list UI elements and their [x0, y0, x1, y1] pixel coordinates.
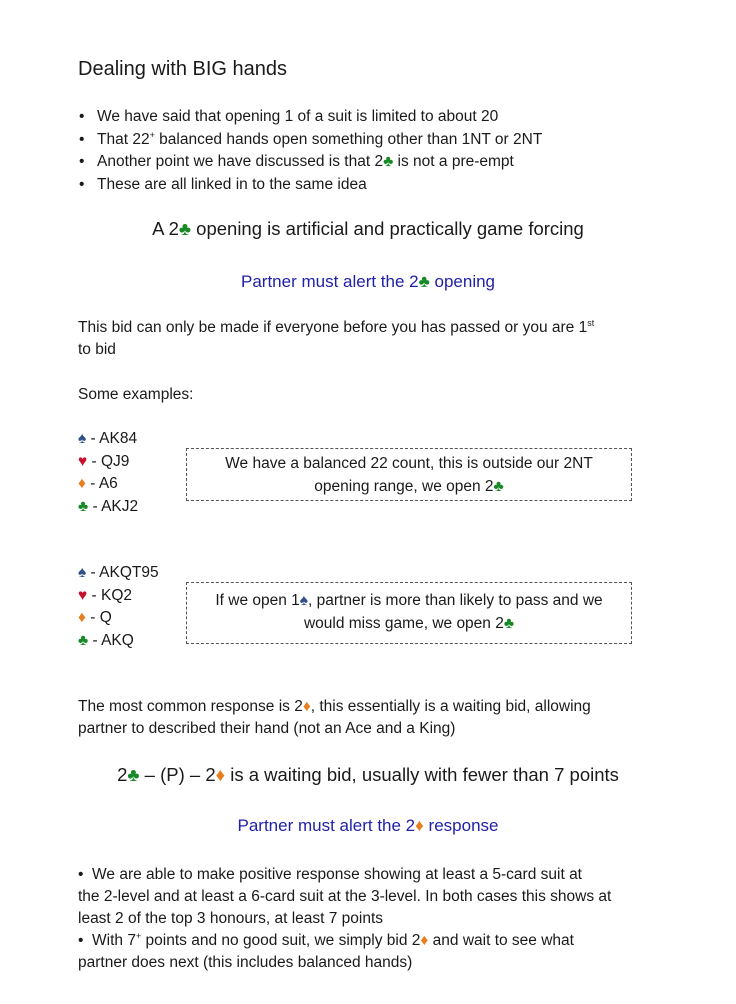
explanation-box-1: We have a balanced 22 count, this is outside our 2NT opening range, we open 2♣: [186, 448, 632, 501]
superscript-plus: +: [149, 129, 155, 140]
bullet-text: Another point we have discussed is that 2: [97, 153, 384, 170]
final-bullet-item: • With 7+ points and no good suit, we simply bid 2♦ and wait to see what partner does next (this includes balanced hands): [78, 931, 574, 971]
superscript-st: st: [587, 318, 595, 328]
spade-icon: ♠: [78, 564, 87, 581]
bullet-item: [78, 129, 542, 152]
page-title: Dealing with BIG hands: [78, 58, 288, 80]
bullet-item: [78, 106, 542, 129]
statement-2c-artificial: A 2♣ opening is artificial and practically game forcing: [152, 218, 584, 239]
club-icon: ♣: [418, 272, 430, 291]
diamond-icon: ♦: [420, 932, 429, 949]
heart-icon: ♥: [78, 452, 88, 470]
diamond-icon: ♦: [78, 475, 86, 492]
bullet-text: is not a pre-empt: [397, 153, 514, 170]
club-icon: ♣: [78, 497, 89, 515]
bullet-text: We have said that opening 1 of a suit is limited to about 20: [97, 108, 499, 125]
bullet-text: These are all linked in to the same idea: [97, 175, 367, 193]
diamond-icon: ♦: [415, 816, 424, 835]
statement-waiting-bid: 2♣ – (P) – 2♦ is a waiting bid, usually with fewer than 7 points: [117, 764, 619, 785]
hand-example-2: ♠ - AKQT95 ♥ - KQ2 ♦ - Q ♣ - AKQ: [78, 564, 159, 649]
heart-icon: ♥: [78, 586, 88, 604]
explanation-box-2: If we open 1♠, partner is more than likely to pass and we would miss game, we open 2♣: [186, 582, 632, 644]
final-bullet-item: • We are able to make positive response showing at least a 5-card suit at the 2-level and at least a 6-card suit at the 3-level. In both cases this shows at least 2 of the top 3 honours, at least 7 points: [78, 866, 612, 927]
examples-label: Some examples:: [78, 386, 194, 403]
club-icon: ♣: [78, 631, 89, 649]
diamond-icon: ♦: [78, 609, 86, 626]
spade-icon: ♠: [299, 592, 309, 609]
spade-icon: ♠: [78, 430, 87, 447]
diamond-icon: ♦: [302, 698, 311, 715]
club-icon: ♣: [493, 477, 504, 495]
paragraph-when-to-bid: This bid can only be made if everyone before you has passed or you are 1st to bid: [78, 318, 595, 358]
final-bullets: [78, 864, 638, 974]
bullet-text: balanced hands open something other than 1NT or 2NT: [159, 130, 543, 148]
club-icon: ♣: [178, 218, 192, 239]
paragraph-common-response: The most common response is 2♦, this essentially is a waiting bid, allowing partner to described their hand (not an Ace and a King): [78, 698, 591, 737]
bullet-item: [78, 174, 542, 197]
diamond-icon: ♦: [215, 764, 226, 785]
club-icon: ♣: [503, 614, 515, 632]
bullet-item: [78, 151, 542, 174]
alert-2c-notice: Partner must alert the 2♣ opening: [240, 272, 496, 291]
hand-example-1: ♠ - AK84 ♥ - QJ9 ♦ - A6 ♣ - AKJ2: [78, 430, 139, 515]
club-icon: ♣: [127, 764, 140, 785]
alert-2d-notice: Partner must alert the 2♦ response: [237, 816, 499, 835]
superscript-plus: +: [135, 931, 142, 941]
bullet-text: That 22: [97, 130, 150, 148]
club-icon: ♣: [383, 153, 394, 170]
intro-bullet-list: [78, 106, 542, 196]
